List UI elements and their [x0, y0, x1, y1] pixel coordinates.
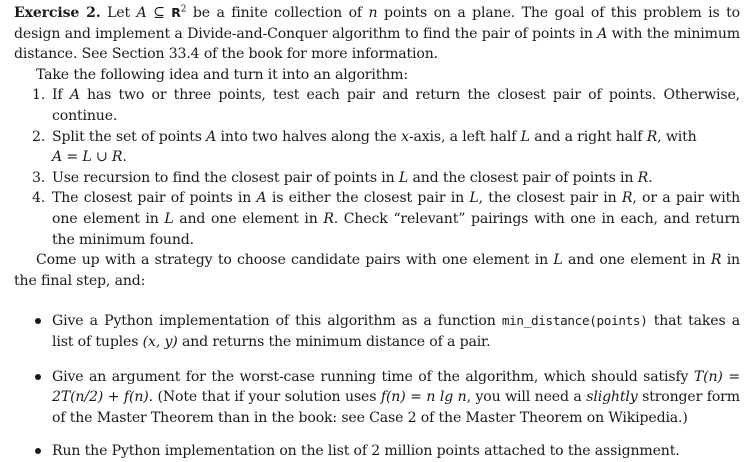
step-text: . — [648, 169, 653, 186]
math-set-a: A — [256, 190, 267, 207]
step-text: , or a pair with one element in — [52, 190, 741, 227]
spacer — [52, 428, 740, 441]
step-text: If — [52, 87, 70, 104]
bullet-text: Run the Python implementation on the list of 2 million points attached to the assignment. — [52, 443, 680, 460]
bullet-item — [52, 441, 740, 462]
step-item — [32, 127, 740, 168]
math-set-r: R — [637, 169, 649, 186]
math-tuple: (x, y) — [142, 333, 178, 350]
spacer — [52, 353, 740, 367]
bullet-icon — [35, 318, 41, 324]
bullet-text: that takes a list of tuples — [52, 313, 740, 350]
math-set-l: L — [520, 128, 530, 145]
spacer — [14, 291, 740, 311]
math-set-a: A — [206, 128, 217, 145]
step-text: and the closest pair of points in — [408, 169, 638, 186]
intro-text: Let — [100, 5, 137, 21]
exercise-label: Exercise 2. — [14, 5, 101, 21]
emphasis-slightly: slightly — [586, 389, 638, 406]
math-set-a: A — [597, 25, 608, 42]
intro-text: be a finite collection of — [186, 5, 369, 21]
math-n: n — [368, 5, 378, 21]
math-x: x — [401, 128, 409, 145]
idea-paragraph: Take the following idea and turn it into an algorithm: — [36, 66, 408, 83]
step-item — [32, 85, 740, 126]
math-real-plane: R — [171, 5, 181, 20]
math-set-r: R — [621, 190, 633, 207]
math-set-r: R — [646, 128, 658, 145]
math-set-a: A — [136, 5, 147, 21]
bullet-text: Give a Python implementation of this algorithm as a function — [52, 313, 502, 330]
exercise-intro — [14, 3, 740, 65]
strategy-text: Come up with a strategy to choose candidate pairs with one element in — [36, 252, 554, 269]
step-text: is either the closest pair in — [266, 190, 470, 207]
bullet-item — [52, 311, 740, 352]
math-set-r: R — [323, 210, 334, 227]
math-set-l: L — [398, 169, 409, 186]
step-item — [32, 168, 740, 189]
step-number: 3. — [32, 169, 46, 186]
intro-text: with the minimum distance. See Section 33.4 of the book for more information. — [14, 25, 740, 63]
step-text: into two halves along the — [216, 128, 402, 145]
step-number: 4. — [32, 190, 46, 207]
math-recurrence: T(n) = 2T(n/2) + f(n) — [52, 368, 740, 406]
intro-text: points on a plane. The goal of this problem is to design and implement a Divide-and-Conquer algorithm to find the pair of points in — [14, 5, 740, 42]
step-text: Split the set of points — [52, 128, 207, 145]
strategy-text: in the final step, and: — [14, 252, 740, 289]
step-text: -axis, a left half — [408, 128, 521, 145]
bullet-text: , you will need a — [466, 389, 587, 406]
strategy-text: and one element in — [562, 252, 711, 269]
math-union-equation: A = L ∪ R — [52, 149, 123, 166]
bullet-text: stronger form of the Master Theorem than in the book: see Case 2 of the Master Theorem on Wikipedia.) — [52, 389, 740, 426]
bullet-text: Give an argument for the worst-case running time of the algorithm, which should satisfy — [52, 368, 694, 385]
bullet-icon — [35, 374, 41, 380]
strategy-paragraph — [14, 250, 740, 291]
step-text: , with — [657, 128, 697, 145]
step-number: 1. — [32, 87, 46, 104]
bullet-icon — [35, 448, 41, 454]
step-number: 2. — [32, 128, 46, 145]
math-superscript: 2 — [180, 4, 187, 15]
function-signature: min_distance(points) — [501, 313, 648, 329]
step-text: Use recursion to find the closest pair of points in — [52, 169, 399, 186]
subset-symbol: ⊆ — [146, 5, 172, 21]
step-text: . Check “relevant” pairings with one in each, and return the minimum found. — [52, 210, 740, 248]
bullet-text: and returns the minimum distance of a pair. — [177, 333, 491, 350]
math-set-l: L — [164, 210, 174, 227]
step-text: The closest pair of points in — [52, 190, 257, 207]
step-text: has two or three points, test each pair and return the closest pair of points. Otherwise, continue. — [52, 87, 740, 124]
step-text: , the closest pair in — [478, 190, 622, 207]
bullet-text: . (Note that if your solution uses — [148, 389, 381, 406]
exercise-document — [14, 3, 740, 462]
step-item — [32, 188, 741, 250]
step-text: and a right half — [529, 128, 647, 145]
math-set-l: L — [553, 252, 563, 269]
task-bullets — [14, 311, 740, 462]
bullet-item — [52, 367, 740, 429]
math-set-a: A — [69, 87, 80, 104]
step-text: and one element in — [173, 210, 324, 227]
step-text: . — [122, 149, 127, 166]
math-set-l: L — [469, 190, 479, 207]
math-set-r: R — [710, 252, 722, 269]
algorithm-steps — [14, 85, 740, 250]
math-f-of-n: f(n) = n lg n — [380, 389, 467, 406]
